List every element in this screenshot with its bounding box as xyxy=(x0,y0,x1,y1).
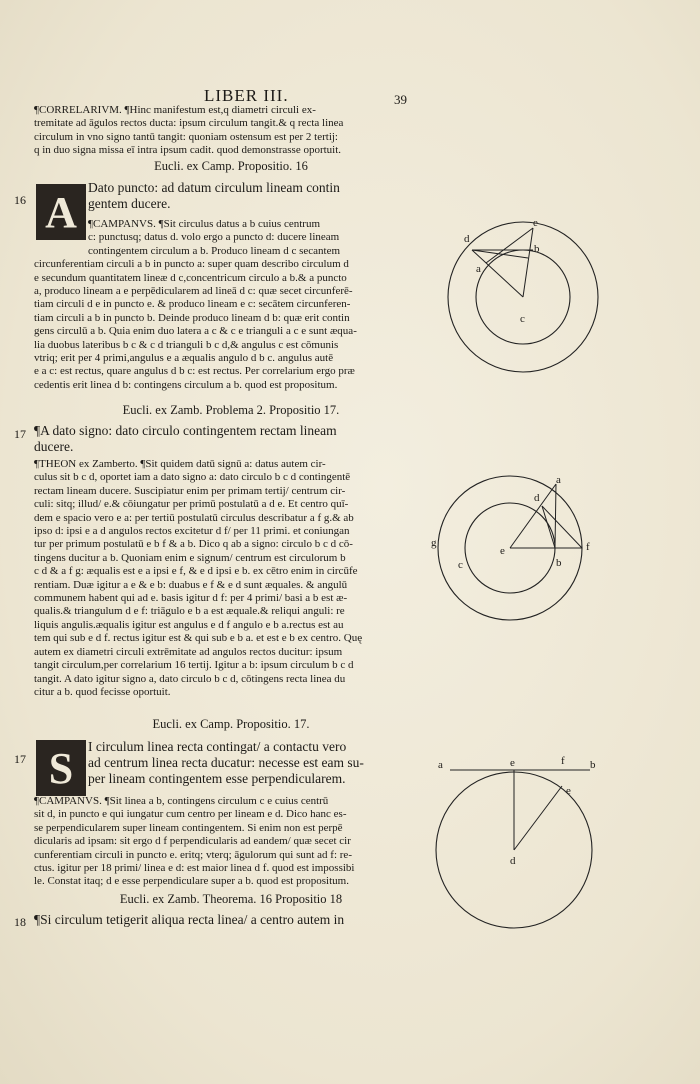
text-line: ¶CORRELARIVM. ¶Hinc manifestum est,q diametri circuli ex- xyxy=(34,104,316,116)
figure-prop17b xyxy=(430,756,610,956)
prop17-proof xyxy=(34,458,428,699)
text-line: liquis angulis.æqualis igitur est angulus e d f angulo e b a.rectus est au xyxy=(34,618,344,631)
text-line: gens circulū a b. Quia enim duo latera a c & c e trianguli a c e sunt æqua- xyxy=(34,325,357,338)
line-df xyxy=(514,786,562,850)
prop17b-heading: Eucli. ex Camp. Propositio. 17. xyxy=(152,717,310,731)
text-line: circulum in vno signo tantū tangit: quoniam ostensum est per 2 tertij: xyxy=(34,130,338,143)
prop17b-proof xyxy=(34,795,428,889)
figure-prop17b-svg xyxy=(430,756,610,956)
figure-prop16 xyxy=(436,220,636,390)
figure-prop17-svg xyxy=(426,470,626,630)
prop18-heading: Eucli. ex Zamb. Theorema. 16 Propositio 18 xyxy=(119,892,343,906)
figure-label: e xyxy=(566,785,571,797)
text-line: le. Constat itaq; d e esse perpendiculare super a b. quod est propositum. xyxy=(34,875,349,888)
prop16-proof xyxy=(34,218,428,392)
prop17-heading: Eucli. ex Zamb. Problema 2. Propositio 17. xyxy=(122,403,340,417)
text-line: tangit circulum,per correlarium 16 tertij. Igitur a b: ipsum circulum b c d xyxy=(34,659,354,672)
margin-number: 17 xyxy=(14,752,26,766)
text-line: e a c: est rectus, quare angulus d b c: est rectus. Per correlarium ergo præ xyxy=(34,365,355,378)
prop16-enunciation xyxy=(88,180,428,212)
text-line: culus sit b c d, oportet iam a dato signo a: dato circulo b c d contingentē xyxy=(34,471,351,484)
text-line: rectam lineam ducere. Suscipiatur enim per primam tertij/ centrum cir- xyxy=(34,484,346,497)
text-line: tangit. A dato igitur signo a, dato circulo b c d, cōtingens recta linea du xyxy=(34,672,346,685)
text-line: gentem ducere. xyxy=(88,196,171,211)
figure-label: d xyxy=(464,233,470,245)
text-line: tiam circuli a b in puncto b. Deinde produco lineam d b: quæ erit contin xyxy=(34,311,350,324)
figure-label: a xyxy=(476,263,481,275)
text-line: a, produco lineam a e perpēdicularem ad lineā d c: quæ secet circunferē- xyxy=(34,285,353,298)
text-line: Dato puncto: ad datum circulum lineam contin xyxy=(88,180,340,195)
text-line: qualis.& triangulum d e f: triāgulo e b a est æquale.& reliqui anguli: re xyxy=(34,605,345,618)
text-line: ¶CAMPANVS. ¶Sit linea a b, contingens circulum c e cuius centrū xyxy=(34,795,329,807)
figure-label: e xyxy=(510,757,515,769)
text-line: communem habent qui ad e. basis igitur d f: per 4 primi/ basi a b est æ- xyxy=(34,592,348,605)
line-ab xyxy=(555,484,556,548)
decorated-initial: S xyxy=(36,740,86,796)
prop16-heading: Eucli. ex Camp. Propositio. 16 xyxy=(154,159,308,173)
figure-label: a xyxy=(556,474,561,486)
text-line: e secundum quantitatem lineæ d c,concentricum circulo a b.& a puncto xyxy=(34,271,347,284)
text-line: ad centrum linea recta ducatur: necesse est eam su- xyxy=(88,755,364,770)
figure-label: e xyxy=(500,545,505,557)
text-line: contingentem circulum a b. Produco lineam d c secantem xyxy=(88,244,341,257)
margin-number: 17 xyxy=(14,427,26,441)
figure-prop17 xyxy=(426,470,626,630)
figure-label: b xyxy=(590,759,596,771)
figure-label: d xyxy=(510,855,516,867)
text-line: ducere. xyxy=(34,439,74,454)
line-db xyxy=(472,250,528,258)
prop17-enunciation xyxy=(34,423,428,455)
text-line: ipso d: ipsi e a d angulos rectos excitetur d f/ per 11 primi. et coniungan xyxy=(34,525,350,538)
text-line: ¶Si circulum tetigerit aliqua recta linea/ a centro autem in xyxy=(34,912,345,927)
text-line: tremitate ad āgulos rectos ducta: ipsum circulum tangit.& q recta linea xyxy=(34,117,344,130)
figure-label: b xyxy=(534,243,540,255)
text-line: se perpendicularem super lineam contingentem. Si enim non est perpē xyxy=(34,821,343,834)
text-line: ¶CAMPANVS. ¶Sit circulus datus a b cuius centrum xyxy=(88,218,320,230)
page-number: 39 xyxy=(394,92,407,107)
line-ec xyxy=(523,228,533,297)
text-line: citur a b. quod fecisse oportuit. xyxy=(34,685,171,698)
text-line: ¶THEON ex Zamberto. ¶Sit quidem datū signū a: datus autem cir- xyxy=(34,458,326,470)
prop17b-enunciation xyxy=(88,739,428,787)
text-line: rentiam. Duæ igitur a e & e b: duabus e f & e d sunt æquales. & angulū xyxy=(34,578,348,591)
margin-number: 16 xyxy=(14,193,26,207)
text-line: tiam circuli d e in puncto e. & produco lineam e c: secātem circunferen- xyxy=(34,298,351,311)
text-line: vtriq; erit per 4 primi,angulus e a æqualis angulo d b c. angulus autē xyxy=(34,352,334,365)
decorated-initial: A xyxy=(36,184,86,240)
text-line: dicularis ad ipsam: sit ergo d f perpendicularis ad eandem/ quæ secet cir xyxy=(34,835,351,848)
text-line: per lineam contingentem esse perpendicularem. xyxy=(88,771,346,786)
figure-label: g xyxy=(431,537,437,549)
figure-label: c xyxy=(520,313,525,325)
figure-label: f xyxy=(586,541,590,553)
margin-number: 18 xyxy=(14,915,26,929)
text-line: q in duo signa missa eī intra ipsum cadit. quod demonstrasse oportuit. xyxy=(34,144,342,157)
figure-prop16-svg xyxy=(436,220,636,390)
figure-label: f xyxy=(561,756,565,767)
text-line: cedentis erit linea d b: contingens circulum a b. quod est propositum. xyxy=(34,378,338,391)
text-line: c: punctusq; datus d. volo ergo a puncto d: ducere lineam xyxy=(88,231,340,244)
text-line: c d & a f g: æqualis est e a ipsi e f, & e d ipsi e b. ex cētro enim in circūfe xyxy=(34,565,358,578)
text-line: cunferentiam circuli in puncto e. eritq; vterq; āgulorum qui sunt ad f: re- xyxy=(34,848,352,861)
prop18-enunciation xyxy=(34,912,428,928)
text-line: tur per primum postulatū e b f & a b. Dico q ab a signo: circulo b c d cō- xyxy=(34,538,353,551)
text-line: tingens ducitur a b. Quoniam enim e signum/ centrum est circulorum b xyxy=(34,551,346,564)
text-line: autem ex diametri circuli extrēmitate ad angulos rectos ducitur: ipsum xyxy=(34,645,343,658)
figure-label: d xyxy=(534,492,540,504)
text-line: tem qui sub e d f. rectus igitur est & qui sub e b a. et est e b ex centro. Quę xyxy=(34,632,363,645)
text-line: circunferentiam circuli a b in puncto a: super quam describo circulum d xyxy=(34,258,349,271)
text-line: ¶A dato signo: dato circulo contingentem rectam lineam xyxy=(34,423,337,438)
text-line: dem e spacio vero e a: per tertiū postulatū circulus describatur a f g.& ab xyxy=(34,511,354,524)
text-line: culi: sitq; illud/ e.& cōiungatur per primū postulatū a d e. Et centro quī- xyxy=(34,498,349,511)
figure-label: b xyxy=(556,557,562,569)
figure-label: c xyxy=(458,559,463,571)
running-head: LIBER III. xyxy=(204,86,289,105)
correlarium-block xyxy=(34,104,428,158)
figure-label: e xyxy=(533,220,538,229)
text-line: I circulum linea recta contingat/ a contactu vero xyxy=(88,739,347,754)
text-line: ctus. igitur per 18 primi/ linea e d: est maior linea d f. quod est impossibi xyxy=(34,862,355,875)
text-line: lia duobus lateribus b c & c d trianguli b c d,& angulus c est cōmunis xyxy=(34,338,339,351)
text-line: sit d, in puncto e qui iungatur cum centro per lineam e d. Dico hanc es- xyxy=(34,808,347,821)
line-ea xyxy=(510,484,556,548)
figure-label: a xyxy=(438,759,443,771)
